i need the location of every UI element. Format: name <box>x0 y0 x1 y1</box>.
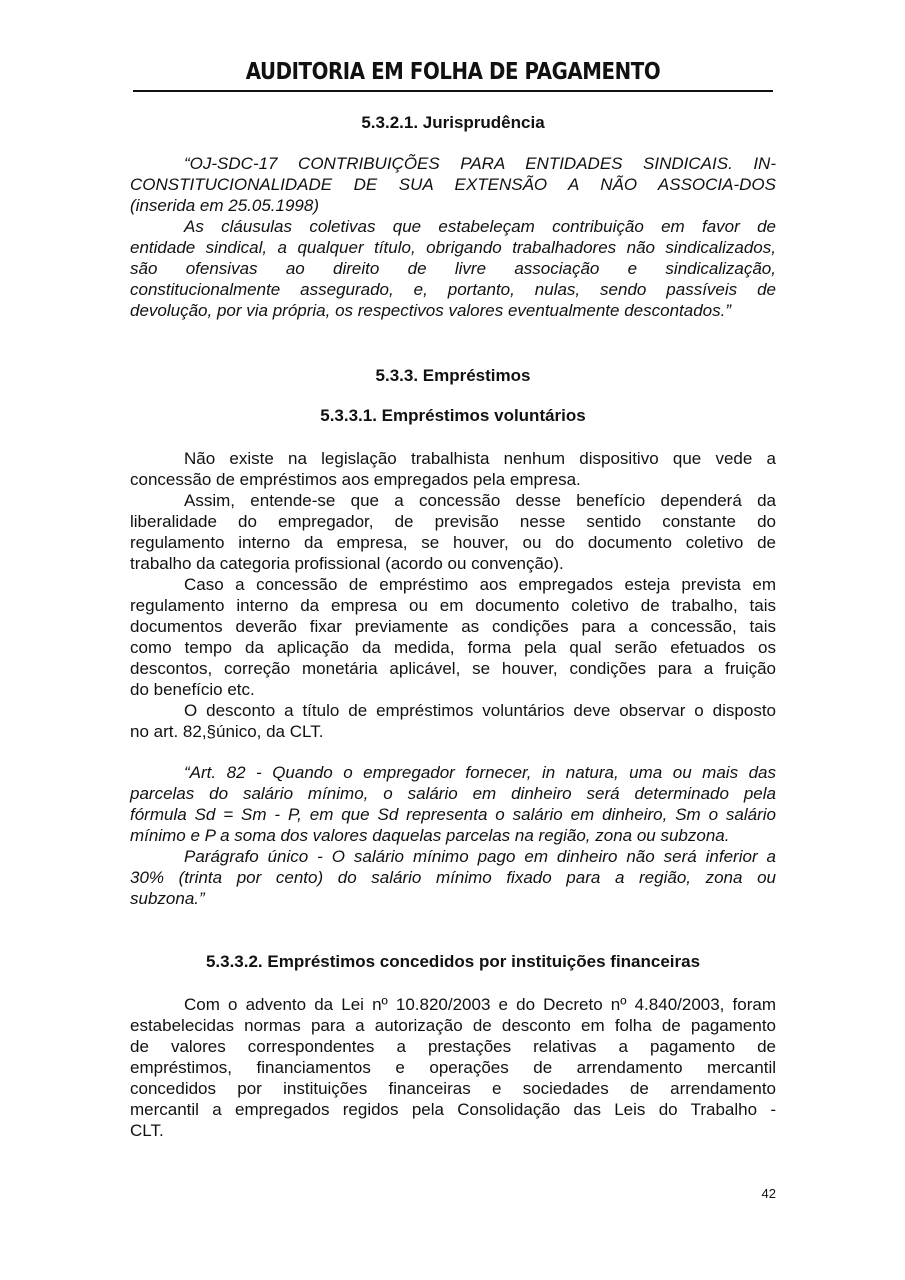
heading-jurisprudencia: 5.3.2.1. Jurisprudência <box>361 113 545 132</box>
body-emprestimos-voluntarios <box>130 448 776 742</box>
text-line: (inserida em 25.05.1998) <box>130 196 320 215</box>
text-line: descontos, correção monetária aplicável, se houver, condições para a fruição <box>130 659 776 678</box>
text-line: liberalidade do empregador, de previsão nesse sentido constante do <box>130 512 776 531</box>
text-line: do benefício etc. <box>130 680 255 699</box>
heading-instituicoes-financeiras: 5.3.3.2. Empréstimos concedidos por instituições financeiras <box>205 952 701 971</box>
text-line: estabelecidas normas para a autorização de desconto em folha de pagamento <box>130 1016 776 1035</box>
text-line: “OJ-SDC-17 CONTRIBUIÇÕES PARA ENTIDADES SINDICAIS. IN- <box>184 154 776 173</box>
text-line: no art. 82,§único, da CLT. <box>130 722 324 741</box>
text-line: concedidos por instituições financeiras e sociedades de arrendamento <box>130 1079 776 1098</box>
text-line: são ofensivas ao direito de livre associação e sindicalização, <box>130 259 776 278</box>
text-line: O desconto a título de empréstimos voluntários deve observar o disposto <box>184 701 776 720</box>
text-line: entidade sindical, a qualquer título, obrigando trabalhadores não sindicalizados, <box>130 238 776 257</box>
text-line: fórmula Sd = Sm - P, em que Sd representa o salário em dinheiro, Sm o salário <box>130 805 776 824</box>
text-line: mínimo e P a soma dos valores daquelas parcelas na região, zona ou subzona. <box>130 826 730 845</box>
text-line: Não existe na legislação trabalhista nenhum dispositivo que vede a <box>184 449 776 468</box>
text-line: empréstimos, financiamentos e operações de arrendamento mercantil <box>130 1058 776 1077</box>
text-line: Parágrafo único - O salário mínimo pago em dinheiro não será inferior a <box>184 847 776 866</box>
quote-art-82 <box>130 762 776 909</box>
page-number: 42 <box>761 1186 776 1201</box>
text-line: trabalho da categoria profissional (acordo ou convenção). <box>130 554 564 573</box>
text-line: parcelas do salário mínimo, o salário em dinheiro será determinado pela <box>130 784 776 803</box>
text-line: Com o advento da Lei nº 10.820/2003 e do Decreto nº 4.840/2003, foram <box>184 995 776 1014</box>
text-line: “Art. 82 - Quando o empregador fornecer, in natura, uma ou mais das <box>184 763 776 782</box>
text-line: Caso a concessão de empréstimo aos empregados esteja prevista em <box>184 575 776 594</box>
text-line: constitucionalmente assegurado, e, portanto, nulas, sendo passíveis de <box>130 280 776 299</box>
quote-oj-sdc-17 <box>130 153 776 321</box>
text-line: como tempo da aplicação da medida, forma pela qual serão efetuados os <box>130 638 776 657</box>
heading-emprestimos: 5.3.3. Empréstimos <box>375 366 531 385</box>
text-line: regulamento interno da empresa ou em documento coletivo de trabalho, tais <box>130 596 776 615</box>
text-line: CLT. <box>130 1121 164 1140</box>
heading-emprestimos-voluntarios: 5.3.3.1. Empréstimos voluntários <box>320 406 586 425</box>
text-line: mercantil a empregados regidos pela Consolidação das Leis do Trabalho - <box>130 1100 776 1119</box>
text-line: Assim, entende-se que a concessão desse benefício dependerá da <box>184 491 776 510</box>
text-line: devolução, por via própria, os respectivos valores eventualmente descontados.” <box>130 301 732 320</box>
header-title: AUDITORIA EM FOLHA DE PAGAMENTO <box>245 59 661 85</box>
text-line: documentos deverão fixar previamente as condições para a concessão, tais <box>130 617 776 636</box>
text-line: CONSTITUCIONALIDADE DE SUA EXTENSÃO A NÃO ASSOCIA-DOS <box>130 175 776 194</box>
body-instituicoes-financeiras <box>130 994 776 1141</box>
running-header <box>133 58 773 92</box>
text-line: 30% (trinta por cento) do salário mínimo fixado para a região, zona ou <box>130 868 776 887</box>
text-line: As cláusulas coletivas que estabeleçam contribuição em favor de <box>184 217 776 236</box>
text-line: regulamento interno da empresa, se houver, ou do documento coletivo de <box>130 533 776 552</box>
text-line: de valores correspondentes a prestações relativas a pagamento de <box>130 1037 776 1056</box>
text-line: concessão de empréstimos aos empregados pela empresa. <box>130 470 581 489</box>
text-line: subzona.” <box>130 889 205 908</box>
